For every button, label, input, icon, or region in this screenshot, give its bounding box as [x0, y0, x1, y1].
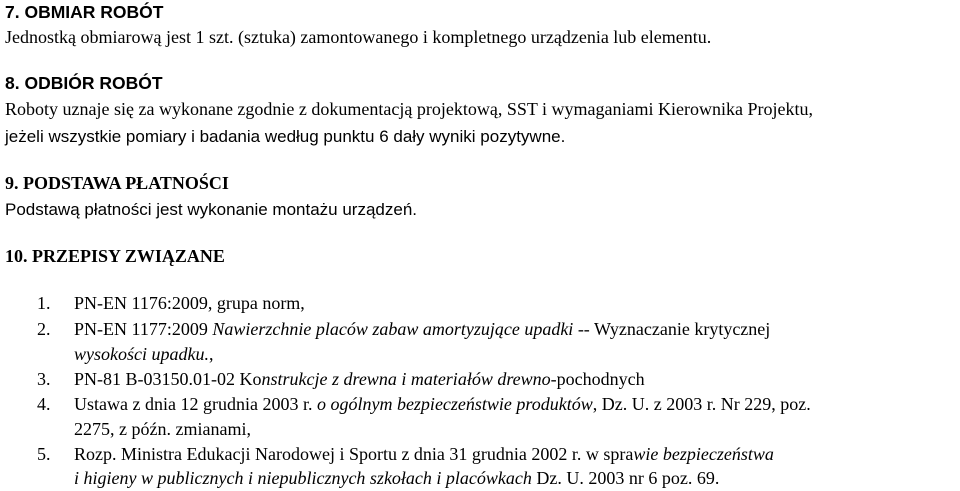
- list-item-text: PN-EN 1177:2009 Nawierzchnie placów zabaw amortyzujące upadki -- Wyznaczanie krytycznej: [74, 319, 771, 339]
- list-item-text: Rozp. Ministra Edukacji Narodowej i Sportu z dnia 31 grudnia 2002 r. w sprawie bezpieczeństwa: [74, 444, 774, 464]
- list-item-number: 5.: [37, 444, 51, 464]
- list-item-number: 1.: [37, 293, 51, 313]
- list-item-number: 3.: [37, 369, 51, 389]
- list-item-text: PN-81 B-03150.01-02 Konstrukcje z drewna i materiałów drewno-pochodnych: [74, 369, 645, 389]
- section-8-heading: 8. ODBIÓR ROBÓT: [5, 73, 163, 93]
- section-7-heading: 7. OBMIAR ROBÓT: [5, 2, 164, 22]
- section-8-body-line2: jeżeli wszystkie pomiary i badania według punktu 6 dały wyniki pozytywne.: [5, 127, 566, 146]
- list-item-number: 4.: [37, 394, 51, 414]
- list-item-text: PN-EN 1176:2009, grupa norm,: [74, 293, 305, 313]
- section-10-heading: 10. PRZEPISY ZWIĄZANE: [5, 246, 225, 266]
- section-7-body: Jednostką obmiarową jest 1 szt. (sztuka) zamontowanego i kompletnego urządzenia lub elementu.: [5, 27, 712, 47]
- section-9-body: Podstawą płatności jest wykonanie montażu urządzeń.: [5, 200, 418, 219]
- list-item-number: 2.: [37, 319, 51, 339]
- section-8-body-line1: Roboty uznaje się za wykonane zgodnie z dokumentacją projektową, SST i wymaganiami Kierownika Projektu,: [5, 99, 813, 119]
- list-item-text: Ustawa z dnia 12 grudnia 2003 r. o ogólnym bezpieczeństwie produktów, Dz. U. z 2003 r. Nr 229, poz.: [74, 394, 811, 414]
- section-9-heading: 9. PODSTAWA PŁATNOŚCI: [5, 173, 229, 193]
